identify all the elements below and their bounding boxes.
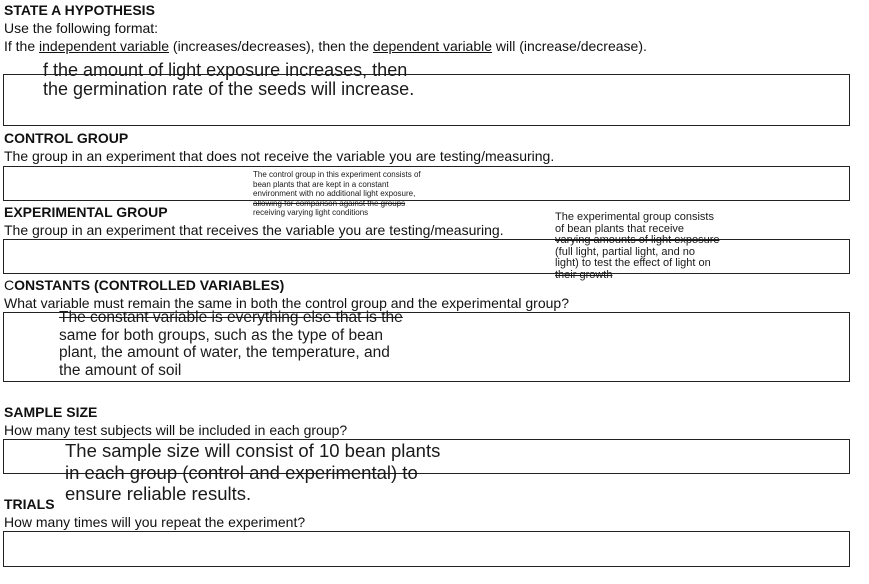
trials-heading: TRIALS — [4, 496, 55, 512]
trials-answer-box[interactable] — [3, 531, 850, 567]
constants-answer-line: the amount of soil — [59, 361, 182, 379]
hypothesis-answer-line: the germination rate of the seeds will increase. — [43, 79, 415, 99]
sample-size-answer-line: The sample size will consist of 10 bean plants — [65, 440, 441, 461]
experimental-answer-line: The experimental group consists — [555, 211, 714, 223]
experimental-answer-line: of bean plants that receive — [555, 222, 685, 235]
constants-heading — [4, 277, 284, 293]
control-group-answer — [253, 170, 421, 218]
constants-description: What variable must remain the same in both the control group and the experimental group? — [4, 295, 569, 311]
control-answer-line: The control group in this experiment consists of — [253, 170, 421, 179]
control-group-heading: CONTROL GROUP — [4, 130, 129, 146]
sample-size-answer — [65, 440, 440, 505]
constants-heading-initial: C — [4, 277, 15, 293]
experimental-answer-line: their growth — [555, 268, 613, 281]
experimental-group-answer-box[interactable] — [3, 239, 850, 274]
experimental-answer-line: varying amounts of light exposure — [555, 234, 720, 246]
format-independent-variable: independent variable — [39, 38, 170, 54]
sample-size-answer-line: ensure reliable results. — [65, 483, 252, 504]
format-middle: (increases/decreases), then the — [169, 38, 373, 54]
experimental-group-heading: EXPERIMENTAL GROUP — [4, 204, 168, 220]
format-dependent-variable: dependent variable — [372, 38, 493, 54]
hypothesis-answer-line: f the amount of light exposure increases, then — [43, 60, 408, 80]
hypothesis-format — [4, 38, 647, 55]
experimental-group-answer — [555, 212, 719, 281]
control-answer-line: receiving varying light conditions — [253, 208, 369, 218]
constants-heading-rest: ONSTANTS (CONTROLLED VARIABLES) — [14, 277, 285, 293]
control-group-description: The group in an experiment that does not receive the variable you are testing/measuring. — [4, 148, 555, 164]
experimental-group-description: The group in an experiment that receives the variable you are testing/measuring. — [4, 222, 504, 238]
constants-answer — [59, 309, 403, 379]
format-prefix: If the — [4, 38, 40, 54]
sample-size-heading: SAMPLE SIZE — [4, 404, 98, 420]
hypothesis-heading: STATE A HYPOTHESIS — [4, 2, 155, 18]
hypothesis-answer — [43, 61, 414, 99]
control-group-answer-box[interactable] — [3, 166, 850, 201]
control-answer-line: allowing for comparison against the groups — [253, 198, 406, 208]
constants-answer-line: The constant variable is everything else that is the — [59, 309, 403, 326]
control-answer-line: environment with no additional light exposure, — [253, 189, 416, 199]
hypothesis-instruction: Use the following format: — [4, 20, 159, 36]
sample-size-description: How many test subjects will be included in each group? — [4, 422, 348, 438]
trials-description: How many times will you repeat the experiment? — [4, 514, 306, 530]
sample-size-answer-line: in each group (control and experimental) to — [65, 461, 418, 483]
control-answer-line: bean plants that are kept in a constant — [253, 179, 389, 189]
constants-answer-line: plant, the amount of water, the temperature, and — [59, 344, 390, 361]
format-suffix: will (increase/decrease). — [492, 38, 647, 54]
experimental-answer-line: light) to test the effect of light on — [555, 257, 711, 269]
experimental-answer-line: (full light, partial light, and no — [555, 245, 696, 258]
constants-answer-line: same for both groups, such as the type of bean — [59, 326, 383, 344]
